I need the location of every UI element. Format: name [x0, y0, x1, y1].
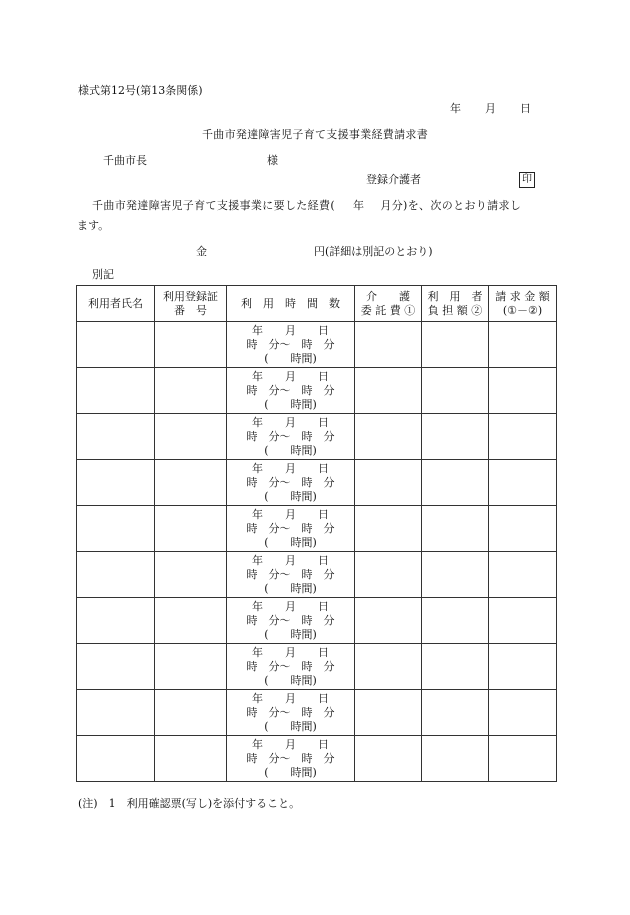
table-row: [77, 644, 557, 690]
claim-amount-cell[interactable]: [489, 368, 557, 414]
user-burden-cell[interactable]: [422, 460, 489, 506]
table-row: [77, 598, 557, 644]
care-fee-cell[interactable]: [355, 690, 422, 736]
user-burden-cell[interactable]: [422, 414, 489, 460]
registration-number-cell[interactable]: [155, 460, 227, 506]
claim-amount-cell[interactable]: [489, 690, 557, 736]
care-fee-cell[interactable]: [355, 598, 422, 644]
usage-time-cell[interactable]: 年 月 日 時 分～ 時 分 ( 時間): [227, 506, 355, 552]
user-name-cell[interactable]: [77, 644, 155, 690]
user-name-cell[interactable]: [77, 460, 155, 506]
user-name-cell[interactable]: [77, 506, 155, 552]
date-year: 年: [450, 102, 461, 115]
care-fee-cell[interactable]: [355, 460, 422, 506]
claim-table: [76, 285, 557, 782]
user-name-cell[interactable]: [77, 736, 155, 782]
user-burden-cell[interactable]: [422, 368, 489, 414]
header-registration-number: 利用登録証 番 号: [155, 286, 227, 322]
body-line-2: ます。: [77, 219, 110, 232]
user-name-cell[interactable]: [77, 322, 155, 368]
user-burden-cell[interactable]: [422, 506, 489, 552]
table-row: [77, 368, 557, 414]
registration-number-cell[interactable]: [155, 690, 227, 736]
body-text-a: 千曲市発達障害児子育て支援事業に要した経費(: [92, 199, 335, 212]
registration-number-cell[interactable]: [155, 552, 227, 598]
amount-label: 金: [196, 245, 207, 258]
claim-amount-cell[interactable]: [489, 460, 557, 506]
care-fee-cell[interactable]: [355, 322, 422, 368]
user-burden-cell[interactable]: [422, 644, 489, 690]
user-name-cell[interactable]: [77, 690, 155, 736]
registration-number-cell[interactable]: [155, 506, 227, 552]
body-year: 年: [353, 199, 365, 212]
user-burden-cell[interactable]: [422, 322, 489, 368]
header-care-fee: 介 護 委 託 費 ①: [355, 286, 422, 322]
date-day: 日: [520, 102, 531, 115]
seal-box: 印: [519, 172, 535, 188]
usage-time-cell[interactable]: 年 月 日 時 分～ 時 分 ( 時間): [227, 460, 355, 506]
user-burden-cell[interactable]: [422, 690, 489, 736]
addressee-name: 千曲市長: [103, 154, 147, 167]
date-line: [450, 102, 531, 116]
table-row: [77, 506, 557, 552]
amount-detail: 円(詳細は別記のとおり): [314, 245, 433, 258]
registration-number-cell[interactable]: [155, 414, 227, 460]
user-name-cell[interactable]: [77, 552, 155, 598]
header-user-name: 利用者氏名: [77, 286, 155, 322]
user-name-cell[interactable]: [77, 414, 155, 460]
usage-time-cell[interactable]: 年 月 日 時 分～ 時 分 ( 時間): [227, 322, 355, 368]
body-text-b: 月分)を、次のとおり請求し: [380, 199, 522, 212]
user-burden-cell[interactable]: [422, 736, 489, 782]
claim-amount-cell[interactable]: [489, 644, 557, 690]
registration-number-cell[interactable]: [155, 598, 227, 644]
document-title: 千曲市発達障害児子育て支援事業経費請求書: [202, 128, 428, 141]
table-row: [77, 736, 557, 782]
claim-amount-cell[interactable]: [489, 598, 557, 644]
care-fee-cell[interactable]: [355, 506, 422, 552]
care-fee-cell[interactable]: [355, 644, 422, 690]
usage-time-cell[interactable]: 年 月 日 時 分～ 時 分 ( 時間): [227, 690, 355, 736]
user-burden-cell[interactable]: [422, 598, 489, 644]
claim-amount-cell[interactable]: [489, 506, 557, 552]
care-fee-cell[interactable]: [355, 414, 422, 460]
form-number: 様式第12号(第13条関係): [78, 84, 203, 97]
claim-amount-cell[interactable]: [489, 736, 557, 782]
header-claim-amount: 請 求 金 額 (①－②): [489, 286, 557, 322]
claim-amount-cell[interactable]: [489, 552, 557, 598]
usage-time-cell[interactable]: 年 月 日 時 分～ 時 分 ( 時間): [227, 368, 355, 414]
body-line-1: [92, 199, 521, 213]
usage-time-cell[interactable]: 年 月 日 時 分～ 時 分 ( 時間): [227, 644, 355, 690]
amount-line: [196, 245, 433, 259]
usage-time-cell[interactable]: 年 月 日 時 分～ 時 分 ( 時間): [227, 414, 355, 460]
footnote: (注) 1 利用確認票(写し)を添付すること。: [78, 797, 301, 810]
claim-amount-cell[interactable]: [489, 414, 557, 460]
appendix-label: 別記: [92, 268, 114, 281]
user-burden-cell[interactable]: [422, 552, 489, 598]
table-header-row: [77, 286, 557, 322]
claim-amount-cell[interactable]: [489, 322, 557, 368]
registration-number-cell[interactable]: [155, 736, 227, 782]
date-month: 月: [485, 102, 496, 115]
table-row: [77, 552, 557, 598]
registration-number-cell[interactable]: [155, 368, 227, 414]
table-row: [77, 414, 557, 460]
header-user-burden: 利 用 者 負 担 額 ②: [422, 286, 489, 322]
usage-time-cell[interactable]: 年 月 日 時 分～ 時 分 ( 時間): [227, 552, 355, 598]
usage-time-cell[interactable]: 年 月 日 時 分～ 時 分 ( 時間): [227, 736, 355, 782]
header-usage-time: 利 用 時 間 数: [227, 286, 355, 322]
user-name-cell[interactable]: [77, 368, 155, 414]
user-name-cell[interactable]: [77, 598, 155, 644]
registrant-label: 登録介護者: [366, 173, 421, 186]
registration-number-cell[interactable]: [155, 322, 227, 368]
registration-number-cell[interactable]: [155, 644, 227, 690]
usage-time-cell[interactable]: 年 月 日 時 分～ 時 分 ( 時間): [227, 598, 355, 644]
table-row: [77, 460, 557, 506]
table-row: [77, 322, 557, 368]
addressee-honorific: 様: [267, 154, 278, 167]
care-fee-cell[interactable]: [355, 552, 422, 598]
table-row: [77, 690, 557, 736]
care-fee-cell[interactable]: [355, 368, 422, 414]
care-fee-cell[interactable]: [355, 736, 422, 782]
